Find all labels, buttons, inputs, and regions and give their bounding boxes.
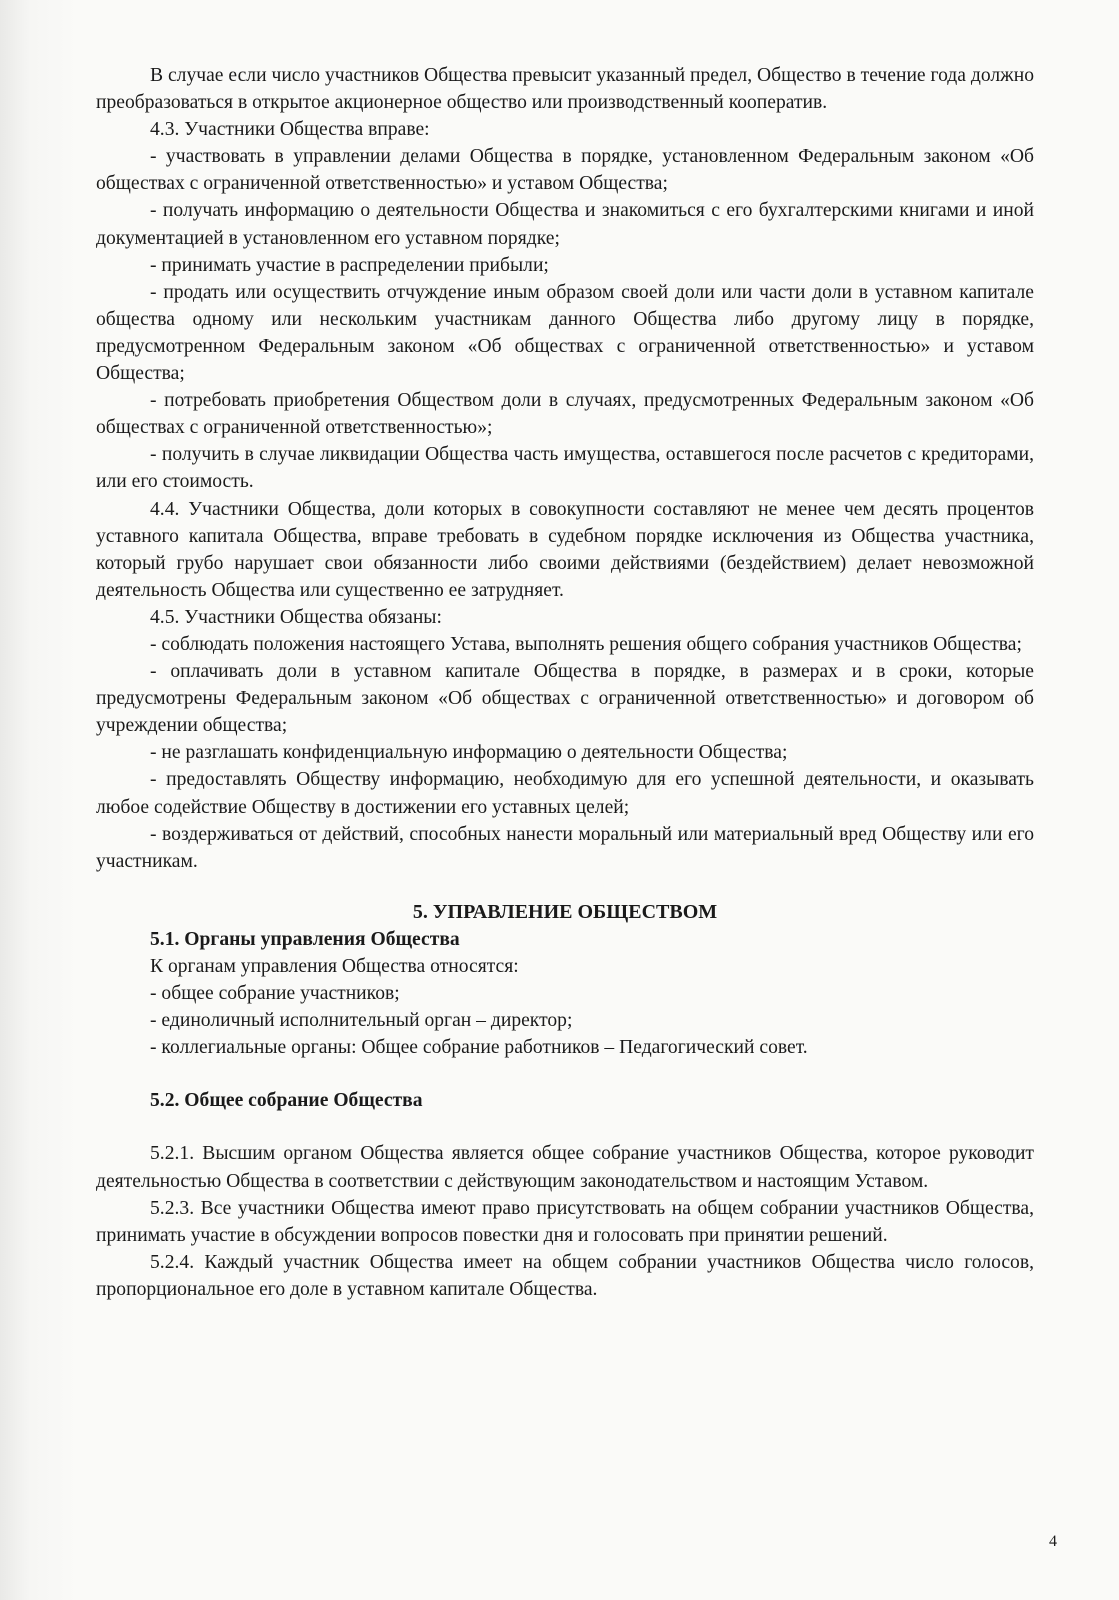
paragraph: 4.5. Участники Общества обязаны: bbox=[150, 606, 442, 628]
paragraph: 5.2.4. Каждый участник Общества имеет на общем собрании участников Общества число голосов, пропорциональное его доле в уставном капитале Общества. bbox=[96, 1251, 1034, 1300]
subsection-title: 5.1. Органы управления Общества bbox=[150, 928, 460, 950]
paragraph: - соблюдать положения настоящего Устава, выполнять решения общего собрания участников Общества; bbox=[150, 633, 1022, 655]
list-item: - единоличный исполнительный орган – директор; bbox=[150, 1010, 573, 1032]
section-heading: 5. УПРАВЛЕНИЕ ОБЩЕСТВОМ bbox=[412, 900, 718, 923]
paragraph: - участвовать в управлении делами Общества в порядке, установленном Федеральным законом «Об обществах с ограниченной ответственностью» и уставом Общества; bbox=[96, 146, 1034, 195]
paragraph: - предоставлять Обществу информацию, необходимую для его успешной деятельности, и оказывать любое содействие Обществу в достижении его уставных целей; bbox=[96, 769, 1034, 818]
paragraph: - принимать участие в распределении прибыли; bbox=[150, 254, 549, 276]
paragraph: - получать информацию о деятельности Общества и знакомиться с его бухгалтерскими книгами и иной документацией в установленном его уставном порядке; bbox=[96, 200, 1034, 249]
paragraph: - потребовать приобретения Обществом доли в случаях, предусмотренных Федеральным законом «Об обществах с ограниченной ответственностью»; bbox=[96, 390, 1034, 439]
paragraph: - воздерживаться от действий, способных нанести моральный или материальный вред Обществу или его участникам. bbox=[96, 823, 1034, 872]
paragraph: - оплачивать доли в уставном капитале Общества в порядке, в размерах и в сроки, которые предусмотрены Федеральным законом «Об обществах с ограниченной ответственностью» и договором об учреждении общества; bbox=[96, 661, 1034, 737]
paragraph: 5.2.1. Высшим органом Общества является общее собрание участников Общества, которое руководит деятельностью Общества в соответствии с действующим законодательством и настоящим Уставом. bbox=[96, 1143, 1034, 1192]
page-number: 4 bbox=[1049, 1533, 1057, 1550]
paragraph: - продать или осуществить отчуждение иным образом своей доли или части доли в уставном капитале общества одному или нескольким участникам данного Общества либо другому лицу в порядке, предусмотренном Федеральным законом «Об обществах с ограниченной ответственностью» и уставом Общества; bbox=[96, 281, 1034, 385]
spacer bbox=[96, 1061, 1034, 1087]
list-item: К органам управления Общества относятся: bbox=[150, 956, 519, 977]
paragraph: - получить в случае ликвидации Общества часть имущества, оставшегося после расчетов с кредиторами, или его стоимость. bbox=[96, 444, 1034, 493]
spacer bbox=[96, 1114, 1034, 1140]
list-item: - коллегиальные органы: Общее собрание работников – Педагогический совет. bbox=[150, 1037, 808, 1059]
paragraph: - не разглашать конфиденциальную информацию о деятельности Общества; bbox=[150, 742, 788, 764]
subsection-title: 5.2. Общее собрание Общества bbox=[150, 1090, 423, 1112]
document-body bbox=[96, 62, 1034, 1303]
paragraph: 5.2.3. Все участники Общества имеют право присутствовать на общем собрании участников Общества, принимать участие в обсуждении вопросов повестки дня и голосовать при принятии решений. bbox=[96, 1197, 1034, 1246]
paragraph: 4.3. Участники Общества вправе: bbox=[150, 119, 430, 141]
paragraph: 4.4. Участники Общества, доли которых в совокупности составляют не менее чем десять процентов уставного капитала Общества, вправе требовать в судебном порядке исключения из Общества участника, который грубо нарушает свои обязанности либо своими действиями (бездействием) делает невозможной деятельность Общества или существенно ее затрудняет. bbox=[96, 498, 1034, 601]
paragraph: В случае если число участников Общества превысит указанный предел, Общество в течение года должно преобразоваться в открытое акционерное общество или производственный кооператив. bbox=[96, 65, 1034, 114]
list-item: - общее собрание участников; bbox=[150, 983, 400, 1005]
